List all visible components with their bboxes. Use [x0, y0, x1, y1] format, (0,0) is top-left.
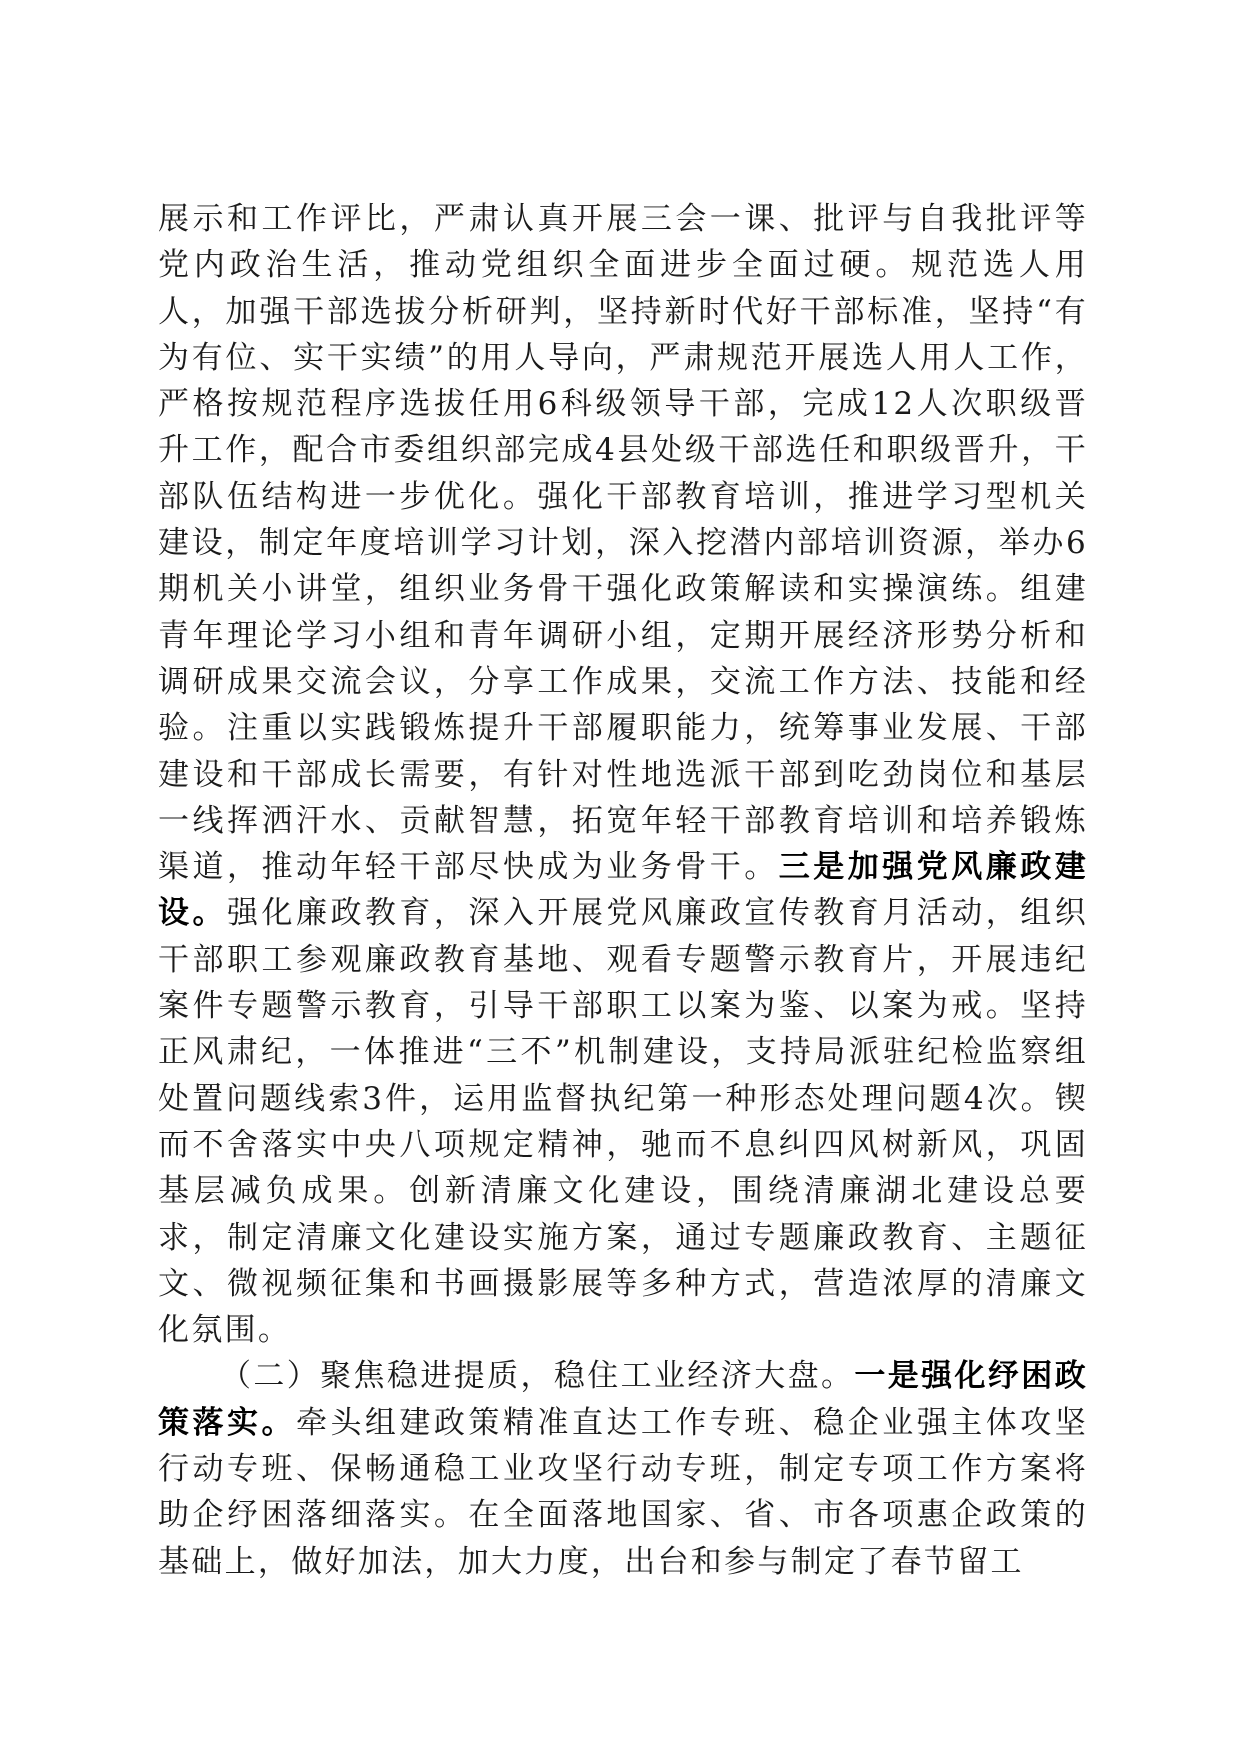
document-body: [158, 196, 1088, 1585]
bold-heading-clean-governance: 三是加强党风廉政建设。: [158, 849, 1089, 932]
paragraph-text: 强化廉政教育，深入开展党风廉政宣传教育月活动，组织干部职工参观廉政教育基地、观看专题警示教育片，开展违纪案件专题警示教育，引导干部职工以案为鉴、以案为戒。坚持正风肃纪，一体推进“三不”机制建设，支持局派驻纪检监察组处置问题线索3件，运用监督执纪第一种形态处理问题4次。锲而不舍落实中央八项规定精神，驰而不息纠四风树新风，巩固基层减负成果。创新清廉文化建设，围绕清廉湖北建设总要求，制定清廉文化建设实施方案，通过专题廉政教育、主题征文、微视频征集和书画摄影展等多种方式，营造浓厚的清廉文化氛围。: [158, 895, 1088, 1349]
bold-heading-relief-policy: 一是强化纾困政策落实。: [158, 1358, 1088, 1441]
paragraph-text: 牵头组建政策精准直达工作专班、稳企业强主体攻坚行动专班、保畅通稳工业攻坚行动专班，制定专项工作方案将助企纾困落细落实。在全面落地国家、省、市各项惠企政策的基础上，做好加法，加大力度，出台和参与制定了春节留工: [158, 1404, 1088, 1580]
paragraph-party-building: [158, 196, 1088, 1353]
section-heading: （二）聚焦稳进提质，稳住工业经济大盘。: [220, 1358, 855, 1395]
paragraph-text: 展示和工作评比，严肃认真开展三会一课、批评与自我批评等党内政治生活，推动党组织全面进步全面过硬。规范选人用人，加强干部选拔分析研判，坚持新时代好干部标准，坚持“有为有位、实干实绩”的用人导向，严肃规范开展选人用人工作，严格按规范程序选拔任用6科级领导干部，完成12人次职级晋升工作，配合市委组织部完成4县处级干部选任和职级晋升，干部队伍结构进一步优化。强化干部教育培训，推进学习型机关建设，制定年度培训学习计划，深入挖潜内部培训资源，举办6期机关小讲堂，组织业务骨干强化政策解读和实操演练。组建青年理论学习小组和青年调研小组，定期开展经济形势分析和调研成果交流会议，分享工作成果，交流工作方法、技能和经验。注重以实践锻炼提升干部履职能力，统筹事业发展、干部建设和干部成长需要，有针对性地选派干部到吃劲岗位和基层一线挥洒汗水、贡献智慧，拓宽年轻干部教育培训和培养锻炼渠道，推动年轻干部尽快成为业务骨干。: [158, 201, 1088, 886]
paragraph-industrial-economy: [158, 1353, 1088, 1584]
